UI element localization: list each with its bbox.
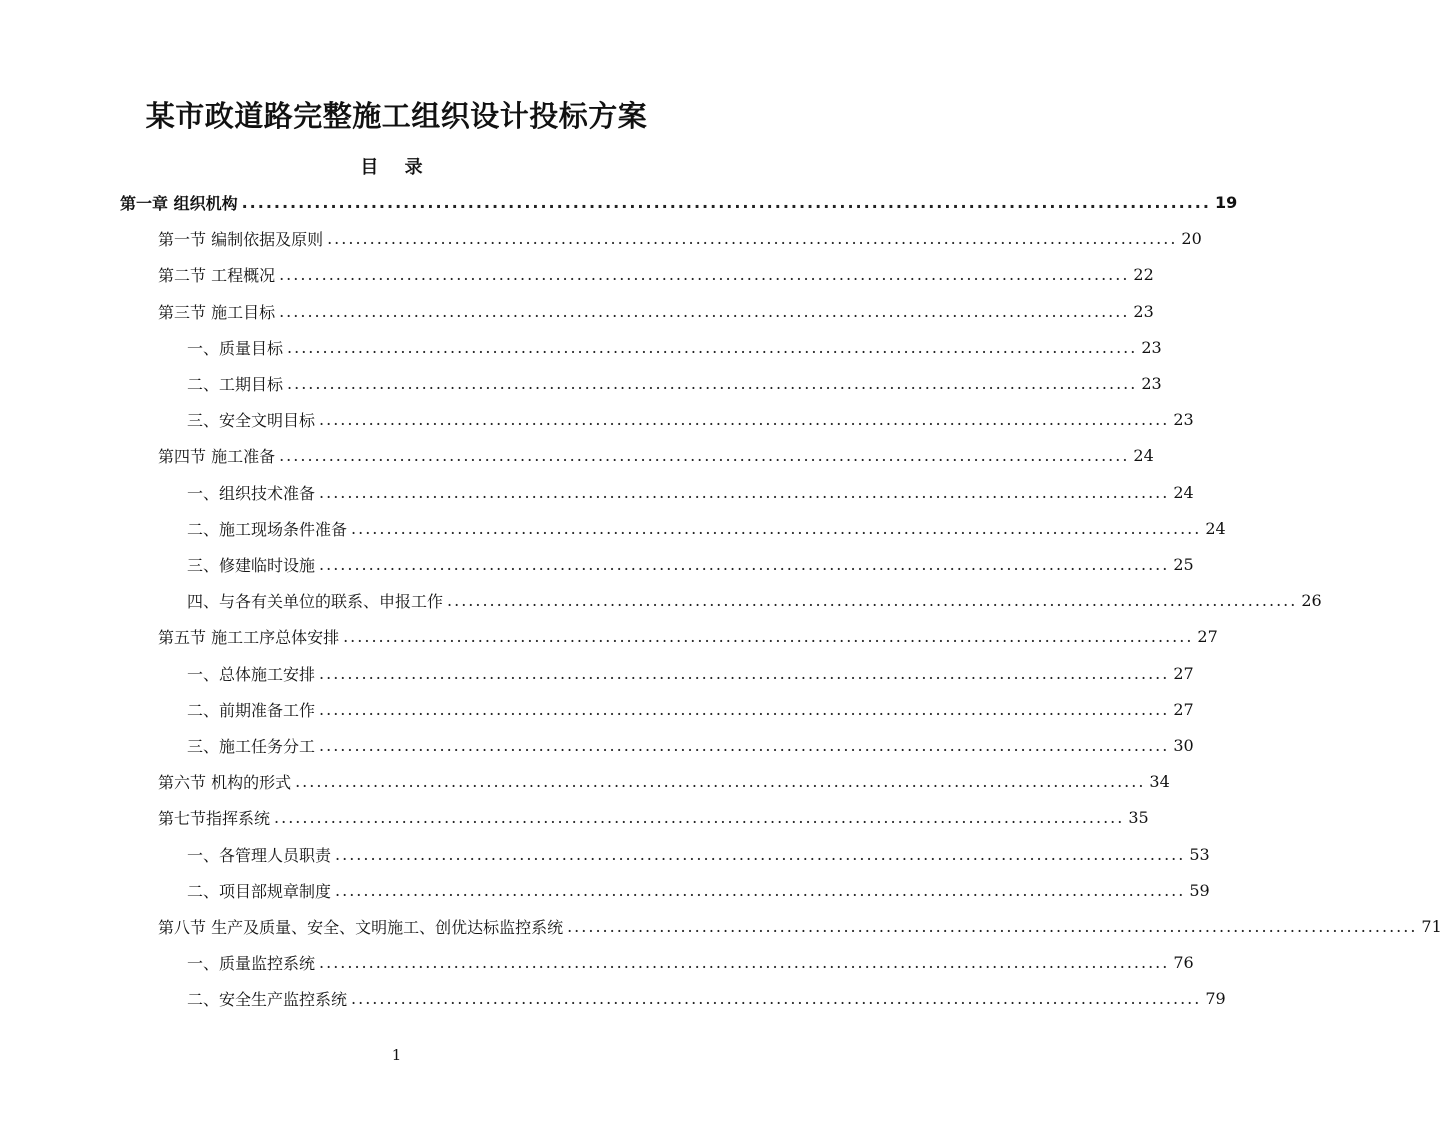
toc-entry-label: 第五节 施工工序总体安排 <box>158 627 340 647</box>
toc-leader-dots: ........................................................................................................................ <box>319 699 1170 719</box>
toc-entry-label: 二、前期准备工作 <box>187 700 316 720</box>
toc-entry-page: 25 <box>1173 554 1194 574</box>
toc-entry-label: 一、各管理人员职责 <box>187 845 332 865</box>
toc-leader-dots: ........................................................................................................................ <box>319 554 1170 574</box>
toc-leader-dots: ........................................................................................................................ <box>274 807 1125 827</box>
toc-entry-label: 第六节 机构的形式 <box>158 772 292 792</box>
toc-entry-label: 第二节 工程概况 <box>158 265 276 285</box>
toc-leader-dots: ........................................................................................................................ <box>287 337 1138 357</box>
toc-entry-label: 二、安全生产监控系统 <box>187 989 348 1009</box>
toc-section-entry[interactable] <box>158 256 1154 292</box>
toc-entry-page: 27 <box>1173 663 1194 683</box>
toc-section-entry[interactable] <box>158 220 1202 256</box>
toc-entry-page: 59 <box>1189 880 1210 900</box>
toc-leader-dots: ........................................................................................................................ <box>279 264 1130 284</box>
toc-entry-page: 24 <box>1173 482 1194 502</box>
toc-subsection-entry[interactable] <box>187 944 1194 980</box>
toc-subsection-entry[interactable] <box>187 836 1210 872</box>
toc-leader-dots: ........................................................................................................................ <box>279 301 1130 321</box>
toc-entry-page: 19 <box>1214 192 1238 212</box>
toc-subsection-entry[interactable] <box>187 474 1194 510</box>
toc-leader-dots: ........................................................................................................................ <box>335 880 1186 900</box>
toc-leader-dots: ........................................................................................................................ <box>295 771 1146 791</box>
toc-leader-dots: ........................................................................................................................ <box>319 663 1170 683</box>
toc-entry-label: 三、施工任务分工 <box>187 736 316 756</box>
toc-entry-label: 第三节 施工目标 <box>158 302 276 322</box>
toc-section-entry[interactable] <box>158 618 1218 654</box>
toc-entry-label: 第一章 组织机构 <box>120 193 238 213</box>
toc-section-entry[interactable] <box>158 763 1170 799</box>
toc-entry-page: 23 <box>1133 301 1154 321</box>
toc-entry-page: 30 <box>1173 735 1194 755</box>
toc-entry-label: 一、质量监控系统 <box>187 953 316 973</box>
toc-section-entry[interactable] <box>158 293 1154 329</box>
toc-entry-page: 53 <box>1189 844 1210 864</box>
toc-entry-label: 第七节指挥系统 <box>158 808 271 828</box>
toc-subsection-entry[interactable] <box>187 691 1194 727</box>
toc-entry-page: 23 <box>1173 409 1194 429</box>
toc-entry-page: 71 <box>1421 916 1442 936</box>
toc-subsection-entry[interactable] <box>187 401 1194 437</box>
toc-subsection-entry[interactable] <box>187 727 1194 763</box>
toc-entry-page: 34 <box>1149 771 1170 791</box>
toc-entry-label: 一、总体施工安排 <box>187 664 316 684</box>
toc-subsection-entry[interactable] <box>187 582 1322 618</box>
toc-leader-dots: ........................................................................................................................ <box>241 192 1211 212</box>
toc-entry-page: 24 <box>1133 445 1154 465</box>
toc-subsection-entry[interactable] <box>187 329 1162 365</box>
toc-section-entry[interactable] <box>158 799 1149 835</box>
toc-entry-label: 二、项目部规章制度 <box>187 881 332 901</box>
toc-leader-dots: ........................................................................................................................ <box>319 409 1170 429</box>
toc-subsection-entry[interactable] <box>187 510 1226 546</box>
toc-subsection-entry[interactable] <box>187 546 1194 582</box>
toc-entry-page: 79 <box>1205 988 1226 1008</box>
toc-subsection-entry[interactable] <box>187 872 1210 908</box>
toc-leader-dots: ........................................................................................................................ <box>343 626 1194 646</box>
toc-section-entry[interactable] <box>158 908 1442 944</box>
toc-subsection-entry[interactable] <box>187 365 1162 401</box>
toc-leader-dots: ........................................................................................................................ <box>319 735 1170 755</box>
toc-entry-label: 第四节 施工准备 <box>158 446 276 466</box>
toc-entry-page: 27 <box>1197 626 1218 646</box>
toc-leader-dots: ........................................................................................................................ <box>319 482 1170 502</box>
toc-leader-dots: ........................................................................................................................ <box>327 228 1178 248</box>
toc-entry-page: 26 <box>1301 590 1322 610</box>
toc-entry-label: 一、组织技术准备 <box>187 483 316 503</box>
toc-entry-page: 23 <box>1141 373 1162 393</box>
toc-subsection-entry[interactable] <box>187 655 1194 691</box>
toc-entry-page: 27 <box>1173 699 1194 719</box>
toc-entry-page: 23 <box>1141 337 1162 357</box>
page-number: 1 <box>391 1046 402 1064</box>
toc-leader-dots: ........................................................................................................................ <box>335 844 1186 864</box>
toc-leader-dots: ........................................................................................................................ <box>319 952 1170 972</box>
toc-entry-label: 第八节 生产及质量、安全、文明施工、创优达标监控系统 <box>158 917 564 937</box>
toc-heading: 目 录 <box>360 157 433 178</box>
toc-entry-label: 三、修建临时设施 <box>187 555 316 575</box>
toc-leader-dots: ........................................................................................................................ <box>567 916 1418 936</box>
toc-entry-page: 76 <box>1173 952 1194 972</box>
toc-entry-page: 24 <box>1205 518 1226 538</box>
toc-entry-label: 第一节 编制依据及原则 <box>158 229 324 249</box>
toc-subsection-entry[interactable] <box>187 980 1226 1016</box>
toc-chapter-entry[interactable] <box>120 184 1238 220</box>
toc-leader-dots: ........................................................................................................................ <box>351 518 1202 538</box>
toc-section-entry[interactable] <box>158 437 1154 473</box>
toc-entry-label: 二、施工现场条件准备 <box>187 519 348 539</box>
toc-entry-label: 二、工期目标 <box>187 374 284 394</box>
toc-entry-label: 三、安全文明目标 <box>187 410 316 430</box>
toc-entry-page: 22 <box>1133 264 1154 284</box>
toc-leader-dots: ........................................................................................................................ <box>287 373 1138 393</box>
toc-leader-dots: ........................................................................................................................ <box>279 445 1130 465</box>
toc-entry-page: 35 <box>1128 807 1149 827</box>
toc-entry-page: 20 <box>1181 228 1202 248</box>
document-title: 某市政道路完整施工组织设计投标方案 <box>145 99 648 133</box>
toc-leader-dots: ........................................................................................................................ <box>447 590 1298 610</box>
toc-leader-dots: ........................................................................................................................ <box>351 988 1202 1008</box>
toc-entry-label: 一、质量目标 <box>187 338 284 358</box>
toc-entry-label: 四、与各有关单位的联系、申报工作 <box>187 591 444 611</box>
